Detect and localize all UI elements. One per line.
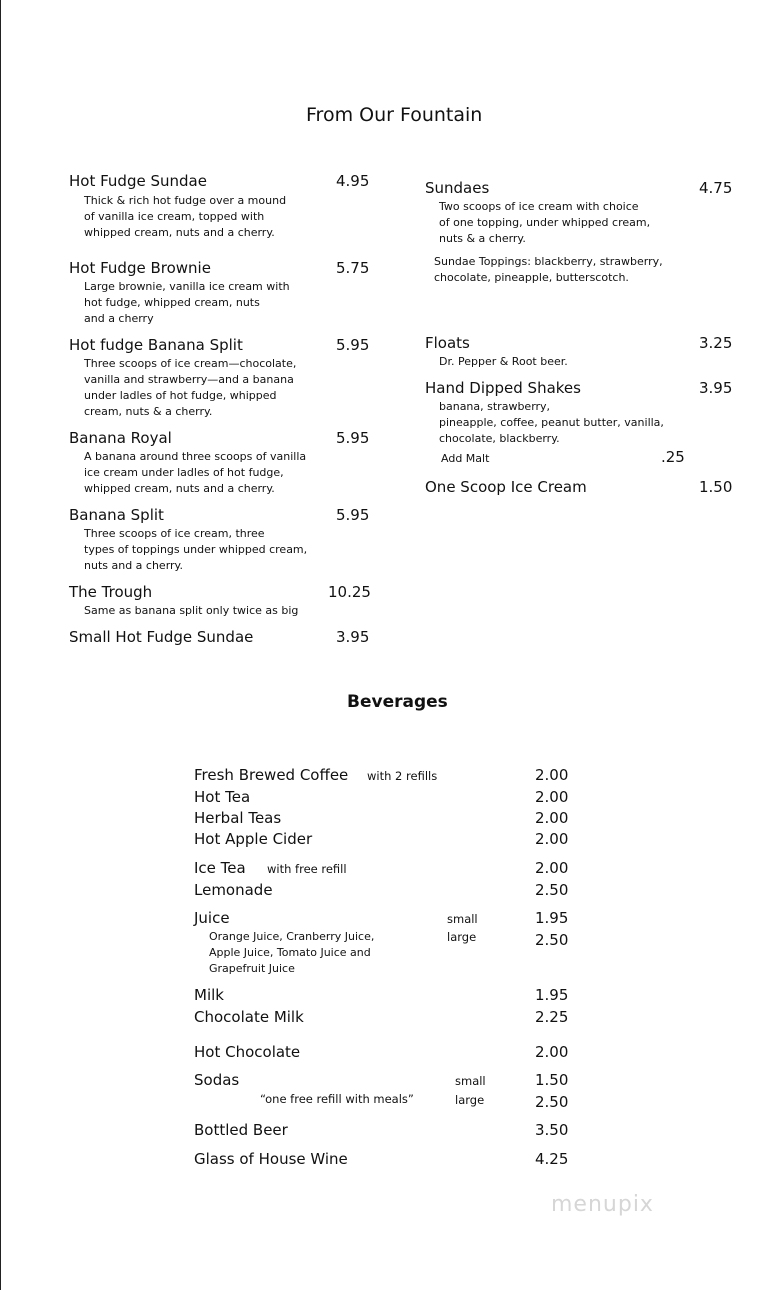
beverage-price: 2.00 (535, 788, 569, 806)
item-name: The Trough (69, 583, 153, 601)
item-description: Two scoops of ice cream with choice of one topping, under whipped cream, nuts & a cherry. (439, 200, 651, 245)
watermark-logo: menupix (551, 1192, 654, 1217)
beverage-name: Hot Tea (194, 788, 251, 806)
beverage-name: Hot Chocolate (194, 1043, 301, 1061)
beverage-name: Ice Tea (194, 859, 246, 877)
fountain-title: From Our Fountain (306, 104, 483, 126)
item-price: 5.95 (336, 506, 370, 524)
item-price: 5.95 (336, 429, 370, 447)
addon-label: Add Malt (441, 452, 490, 465)
item-name: Sundaes (425, 179, 490, 197)
beverage-price: 2.00 (535, 830, 569, 848)
beverage-name: Hot Apple Cider (194, 830, 313, 848)
size-label: large (455, 1093, 485, 1107)
item-description: Large brownie, vanilla ice cream with hot fudge, whipped cream, nuts and a cherry (84, 280, 290, 325)
item-name: Hand Dipped Shakes (425, 379, 581, 397)
item-description: Three scoops of ice cream, three types of toppings under whipped cream, nuts and a cherry. (84, 527, 308, 572)
item-name: Banana Royal (69, 429, 172, 447)
size-label: small (447, 912, 478, 926)
item-description: Three scoops of ice cream—chocolate, vanilla and strawberry—and a banana under ladles of hot fudge, whipped cream, nuts & a cherry. (84, 357, 297, 418)
beverages-title: Beverages (347, 692, 448, 712)
item-price: 10.25 (328, 583, 371, 601)
item-price: 4.75 (699, 179, 733, 197)
beverage-name: Bottled Beer (194, 1121, 288, 1139)
item-name: Small Hot Fudge Sundae (69, 628, 254, 646)
beverage-note: with free refill (267, 862, 347, 876)
item-description: Same as banana split only twice as big (84, 604, 299, 617)
beverage-name: Herbal Teas (194, 809, 282, 827)
item-name: Hot Fudge Sundae (69, 172, 207, 190)
item-name: One Scoop Ice Cream (425, 478, 587, 496)
beverage-name: Fresh Brewed Coffee (194, 766, 349, 784)
beverage-price: 1.50 (535, 1071, 569, 1089)
beverage-description: Orange Juice, Cranberry Juice, Apple Juice, Tomato Juice and Grapefruit Juice (209, 930, 375, 975)
addon-price: .25 (661, 448, 685, 466)
item-price: 5.95 (336, 336, 370, 354)
beverage-price: 2.00 (535, 809, 569, 827)
item-name: Banana Split (69, 506, 164, 524)
item-name: Hot fudge Banana Split (69, 336, 243, 354)
beverage-price: 3.50 (535, 1121, 569, 1139)
item-price: 3.25 (699, 334, 733, 352)
item-description: banana, strawberry, pineapple, coffee, peanut butter, vanilla, chocolate, blackberry. (439, 400, 664, 445)
beverage-note: “one free refill with meals” (260, 1092, 414, 1106)
beverage-price: 2.00 (535, 1043, 569, 1061)
item-price: 4.95 (336, 172, 370, 190)
beverage-name: Milk (194, 986, 224, 1004)
beverage-price: 2.00 (535, 766, 569, 784)
sundae-toppings: Sundae Toppings: blackberry, strawberry, chocolate, pineapple, butterscotch. (434, 255, 663, 284)
beverage-price: 1.95 (535, 909, 569, 927)
item-name: Floats (425, 334, 470, 352)
beverage-price: 2.25 (535, 1008, 569, 1026)
item-description: Dr. Pepper & Root beer. (439, 355, 568, 368)
item-price: 3.95 (699, 379, 733, 397)
size-label: small (455, 1074, 486, 1088)
beverage-name: Sodas (194, 1071, 240, 1089)
item-description: Thick & rich hot fudge over a mound of vanilla ice cream, topped with whipped cream, nuts and a cherry. (84, 194, 287, 239)
beverage-name: Juice (194, 909, 230, 927)
item-price: 1.50 (699, 478, 733, 496)
size-label: large (447, 930, 477, 944)
beverage-price: 2.50 (535, 881, 569, 899)
beverage-name: Lemonade (194, 881, 273, 899)
item-description: A banana around three scoops of vanilla ice cream under ladles of hot fudge, whipped cream, nuts and a cherry. (84, 450, 307, 495)
beverage-price: 2.50 (535, 931, 569, 949)
item-name: Hot Fudge Brownie (69, 259, 211, 277)
beverage-price: 4.25 (535, 1150, 569, 1168)
item-price: 3.95 (336, 628, 370, 646)
beverage-price: 1.95 (535, 986, 569, 1004)
item-price: 5.75 (336, 259, 370, 277)
beverage-price: 2.50 (535, 1093, 569, 1111)
beverage-name: Glass of House Wine (194, 1150, 348, 1168)
beverage-name: Chocolate Milk (194, 1008, 304, 1026)
beverage-price: 2.00 (535, 859, 569, 877)
beverage-note: with 2 refills (367, 769, 438, 783)
